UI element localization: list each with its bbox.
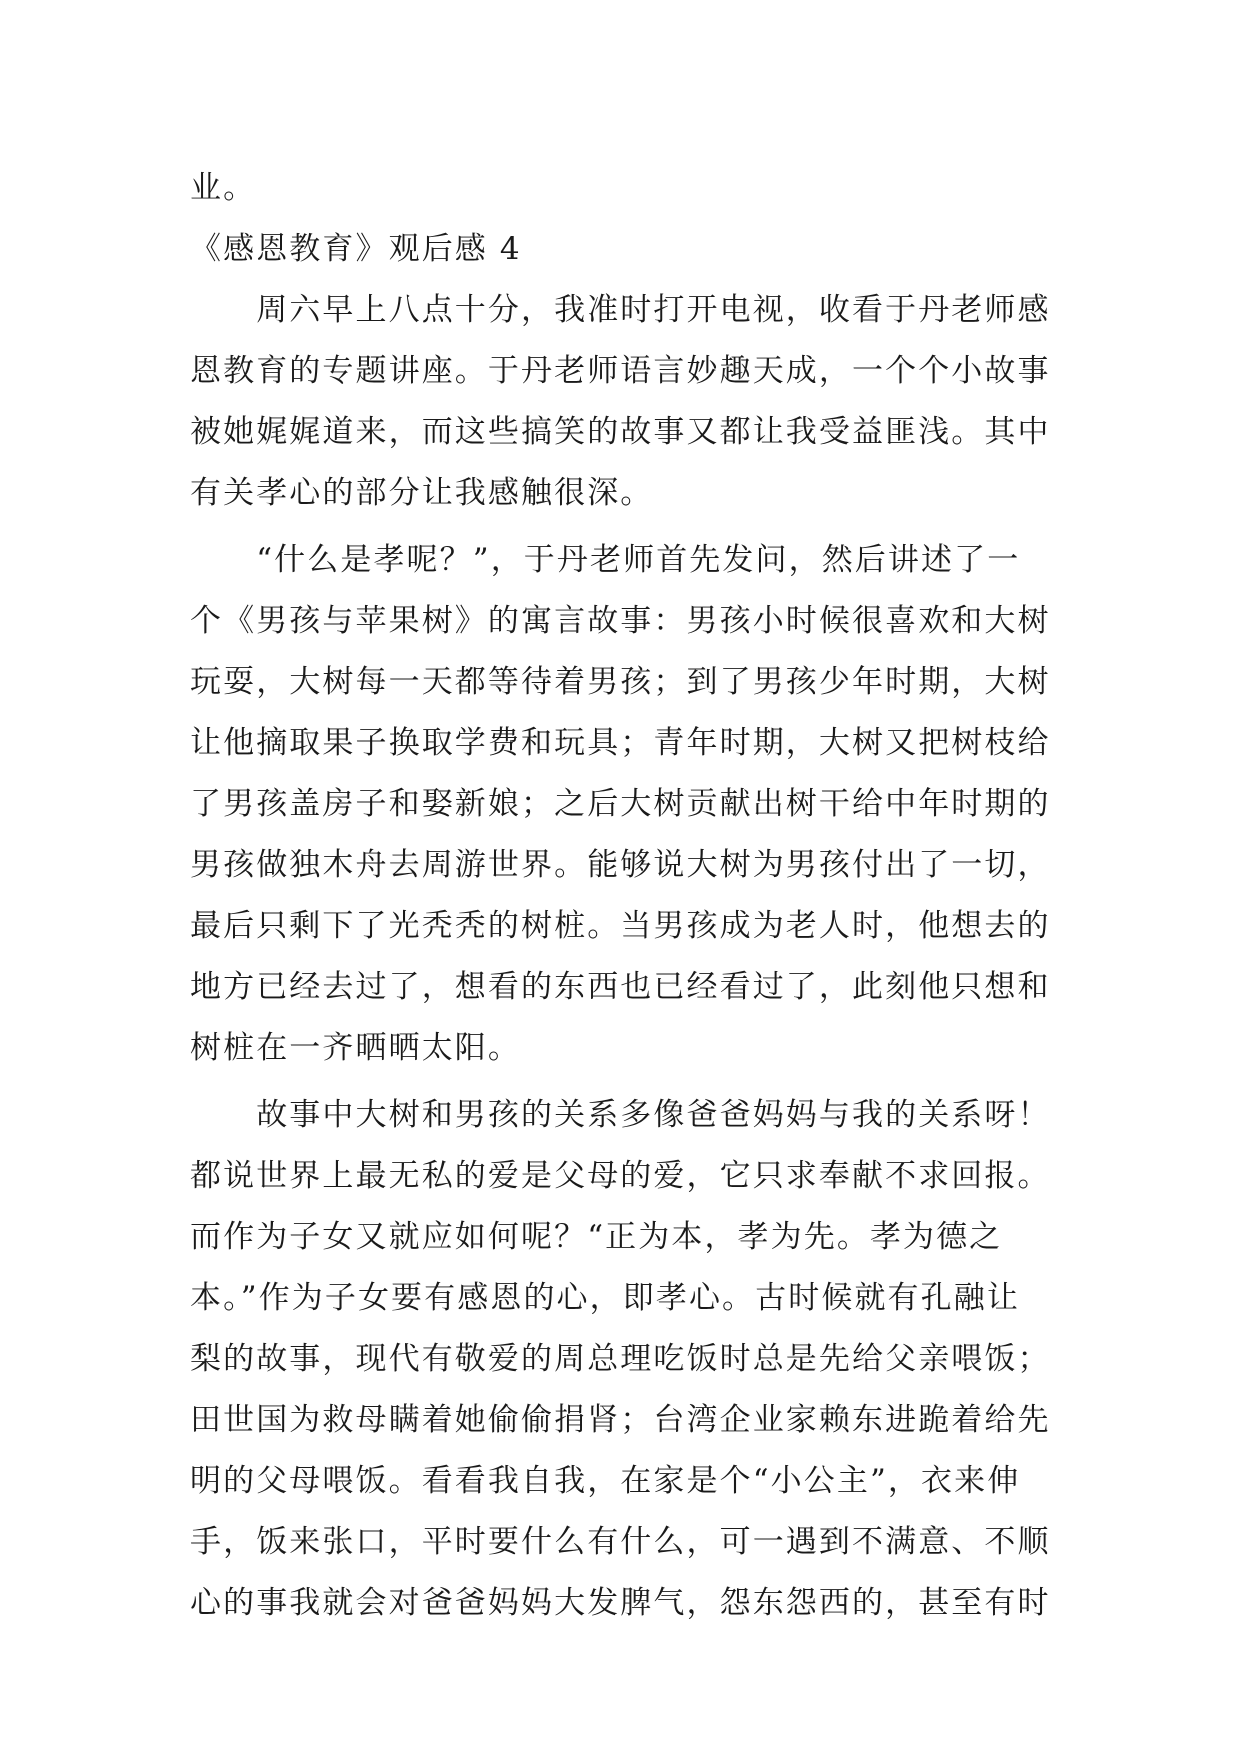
text-line: 恩教育的专题讲座。于丹老师语言妙趣天成，一个个小故事	[190, 353, 1051, 389]
text-line: 业。	[190, 170, 257, 206]
section-heading: 《感恩教育》观后感 4	[190, 231, 522, 267]
text-line: 周六早上八点十分，我准时打开电视，收看于丹老师感	[190, 292, 1051, 328]
text-line: 被她娓娓道来，而这些搞笑的故事又都让我受益匪浅。其中	[190, 414, 1051, 450]
text-line: 个《男孩与苹果树》的寓言故事：男孩小时候很喜欢和大树	[190, 603, 1051, 639]
text-line: 有关孝心的部分让我感触很深。	[190, 475, 654, 511]
text-line: 本。”作为子女要有感恩的心，即孝心。古时候就有孔融让	[190, 1280, 1020, 1316]
document-body	[190, 158, 1070, 1634]
text-line: 而作为子女又就应如何呢？“正为本，孝为先。孝为德之	[190, 1219, 1003, 1255]
text-line: 地方已经去过了，想看的东西也已经看过了，此刻他只想和	[190, 969, 1051, 1005]
text-line: 最后只剩下了光秃秃的树桩。当男孩成为老人时，他想去的	[190, 908, 1051, 944]
text-line: 玩耍，大树每一天都等待着男孩；到了男孩少年时期，大树	[190, 664, 1051, 700]
text-line: 明的父母喂饭。看看我自我，在家是个“小公主”，衣来伸	[190, 1463, 1021, 1499]
text-line: 手，饭来张口，平时要什么有什么，可一遇到不满意、不顺	[190, 1524, 1051, 1560]
text-line: “什么是孝呢？”，于丹老师首先发问，然后讲述了一	[190, 542, 1021, 578]
text-line: 男孩做独木舟去周游世界。能够说大树为男孩付出了一切，	[190, 847, 1051, 883]
text-line: 田世国为救母瞒着她偷偷捐肾；台湾企业家赖东进跪着给先	[190, 1402, 1051, 1438]
text-line: 树桩在一齐晒晒太阳。	[190, 1030, 521, 1066]
text-line: 心的事我就会对爸爸妈妈大发脾气，怨东怨西的，甚至有时	[190, 1585, 1051, 1621]
text-line: 都说世界上最无私的爱是父母的爱，它只求奉献不求回报。	[190, 1158, 1051, 1194]
text-line: 让他摘取果子换取学费和玩具；青年时期，大树又把树枝给	[190, 725, 1051, 761]
text-line: 了男孩盖房子和娶新娘；之后大树贡献出树干给中年时期的	[190, 786, 1051, 822]
text-line: 故事中大树和男孩的关系多像爸爸妈妈与我的关系呀！	[190, 1097, 1051, 1133]
text-line: 梨的故事，现代有敬爱的周总理吃饭时总是先给父亲喂饭；	[190, 1341, 1051, 1377]
